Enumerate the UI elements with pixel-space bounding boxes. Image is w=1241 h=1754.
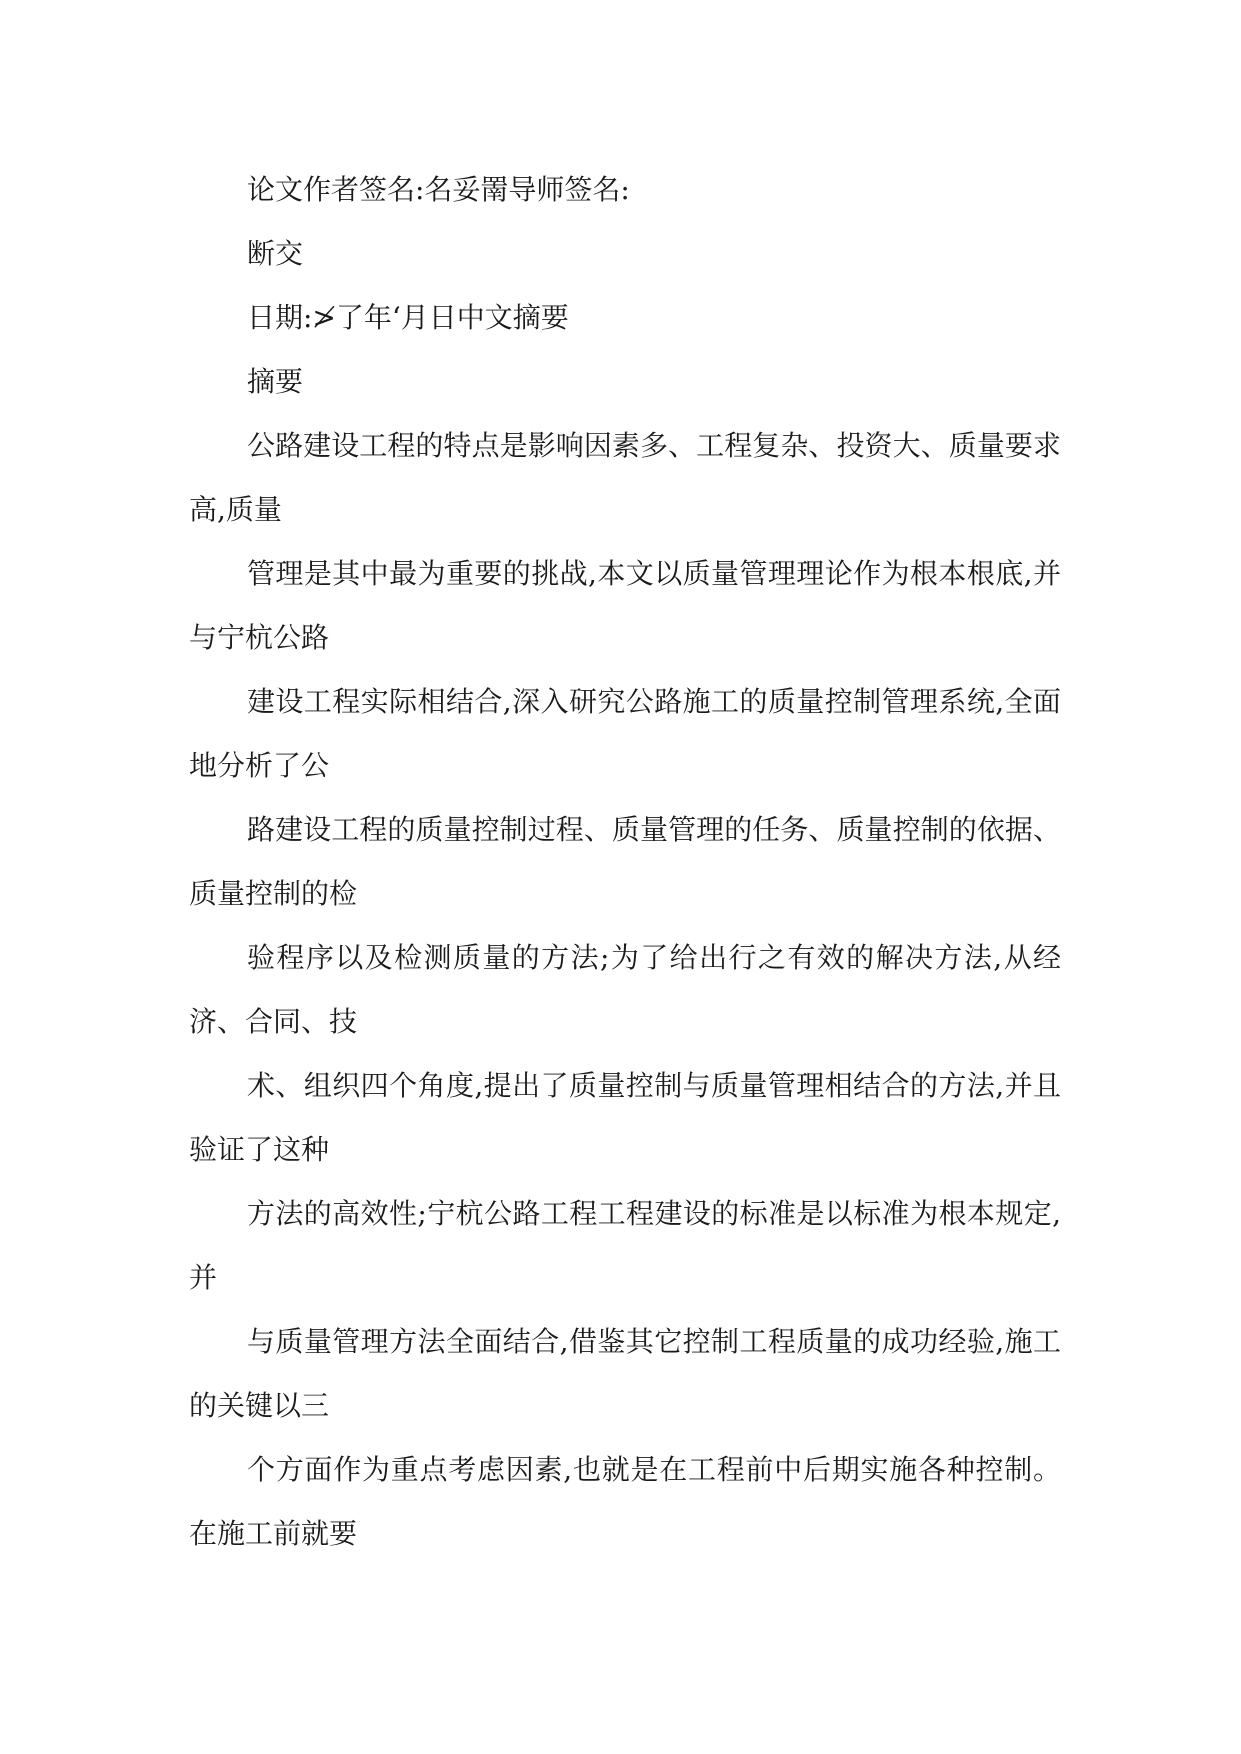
abstract-paragraph: 与质量管理方法全面结合,借鉴其它控制工程质量的成功经验,施工的关键以三 <box>189 1325 1061 1422</box>
date-line: 日期:≯了年‘月日中文摘要 <box>247 301 569 334</box>
abstract-heading: 摘要 <box>247 365 304 398</box>
abstract-paragraph: 个方面作为重点考虑因素,也就是在工程前中后期实施各种控制。在施工前就要 <box>189 1453 1061 1550</box>
abstract-paragraph: 验程序以及检测质量的方法;为了给出行之有效的解决方法,从经济、合同、技 <box>189 941 1061 1038</box>
document-body <box>189 158 1061 1566</box>
signature-line: 论文作者签名:名妥罱导师签名: <box>247 173 630 206</box>
abstract-paragraph: 管理是其中最为重要的挑战,本文以质量管理理论作为根本根底,并与宁杭公路 <box>189 557 1061 654</box>
abstract-paragraph: 公路建设工程的特点是影响因素多、工程复杂、投资大、质量要求高,质量 <box>189 429 1061 526</box>
abstract-paragraph: 路建设工程的质量控制过程、质量管理的任务、质量控制的依据、质量控制的检 <box>189 813 1061 910</box>
paragraph: 断交 <box>247 237 304 270</box>
abstract-paragraph: 术、组织四个角度,提出了质量控制与质量管理相结合的方法,并且验证了这种 <box>189 1069 1061 1166</box>
abstract-paragraph: 建设工程实际相结合,深入研究公路施工的质量控制管理系统,全面地分析了公 <box>189 685 1061 782</box>
abstract-paragraph: 方法的高效性;宁杭公路工程工程建设的标准是以标准为根本规定,并 <box>189 1197 1061 1294</box>
